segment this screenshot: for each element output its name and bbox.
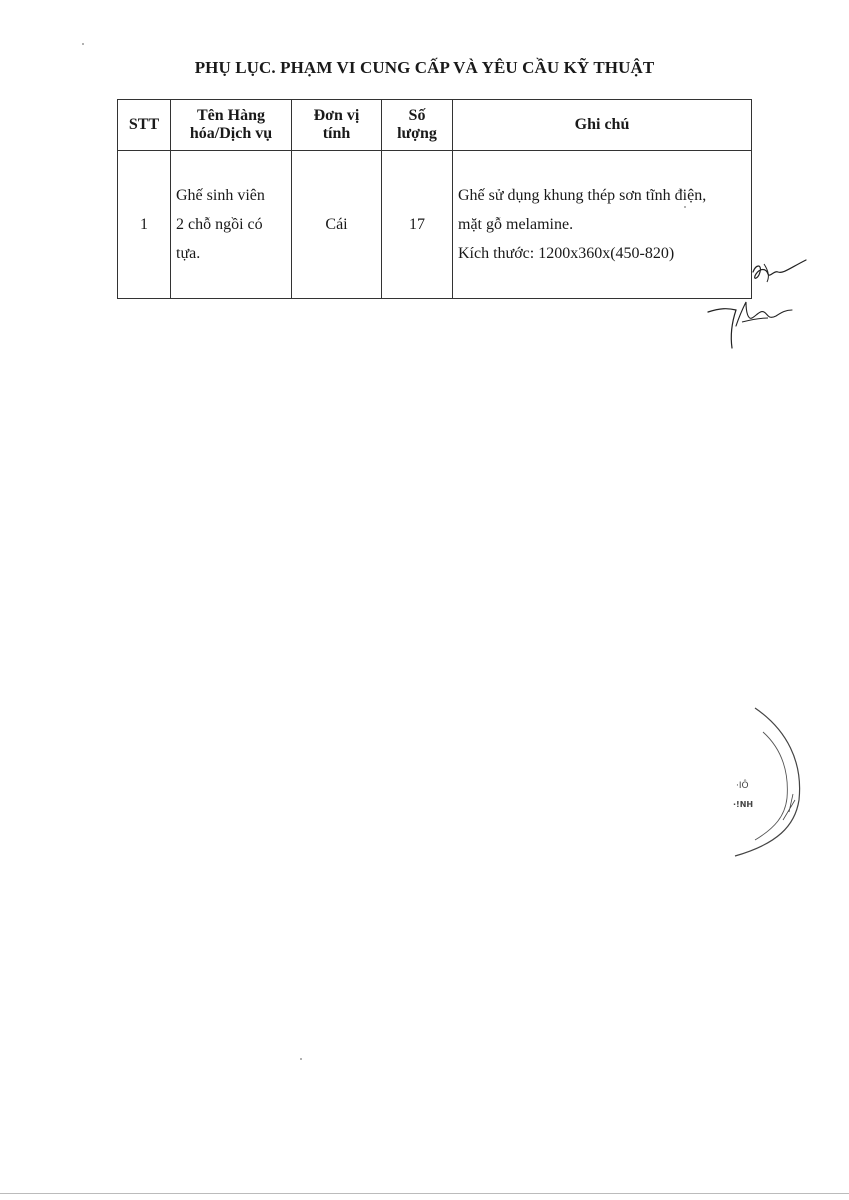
header-item-name: Tên Hàng hóa/Dịch vụ <box>171 100 292 151</box>
cell-stt: 1 <box>118 151 171 299</box>
scan-speck <box>300 1058 302 1060</box>
table-header-row <box>118 100 752 151</box>
header-note: Ghi chú <box>453 100 752 151</box>
page-title: PHỤ LỤC. PHẠM VI CUNG CẤP VÀ YÊU CẦU KỸ THUẬT <box>194 58 655 77</box>
cell-quantity: 17 <box>382 151 453 299</box>
cell-note: Ghế sử dụng khung thép sơn tĩnh điện, mặt gỗ melamine. Kích thước: 1200x360x(450-820) <box>453 151 752 299</box>
initials-signature-1 <box>750 250 810 290</box>
table-row <box>118 151 752 299</box>
scan-speck <box>684 206 686 208</box>
header-stt: STT <box>118 100 171 151</box>
scan-speck <box>82 43 84 45</box>
stamp-text-fragment-1: ·IÔ <box>736 781 749 791</box>
scope-of-supply-table <box>117 99 752 299</box>
header-quantity: Số lượng <box>382 100 453 151</box>
stamp-text-fragment-2: ·!NH <box>733 800 754 809</box>
scan-edge-line <box>0 1193 849 1194</box>
cell-item-name: Ghế sinh viên 2 chỗ ngồi có tựa. <box>171 151 292 299</box>
header-unit: Đơn vị tính <box>292 100 382 151</box>
cell-unit: Cái <box>292 151 382 299</box>
partial-stamp <box>725 700 815 860</box>
initials-signature-2 <box>706 296 796 352</box>
